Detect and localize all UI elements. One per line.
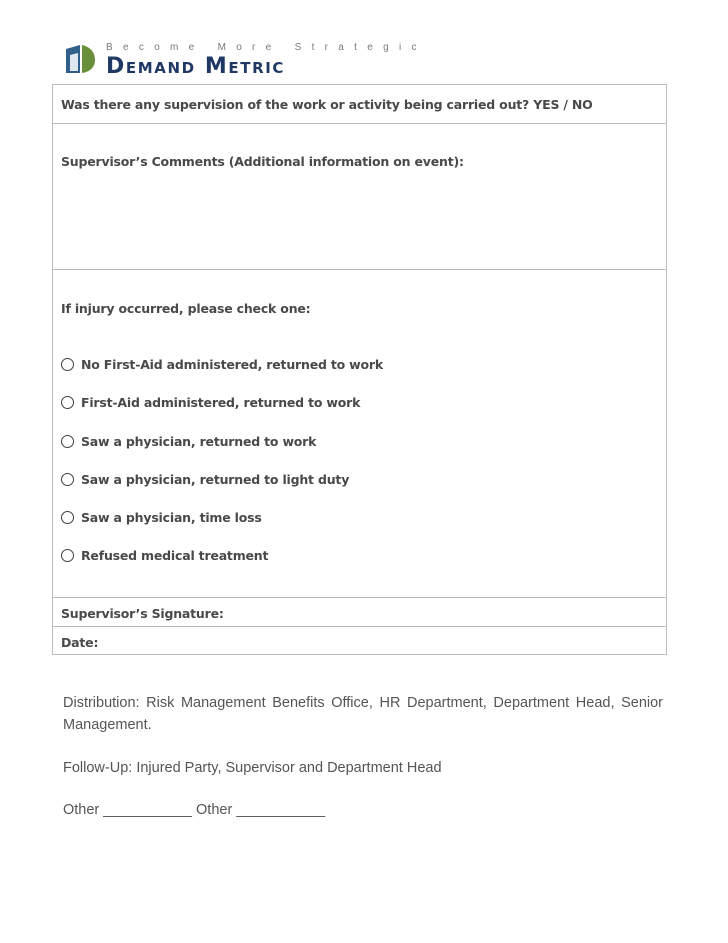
radio-button-icon[interactable] — [61, 473, 74, 486]
signature-row[interactable] — [53, 598, 666, 627]
supervision-row — [53, 85, 666, 124]
date-row[interactable] — [53, 627, 666, 655]
radio-button-icon[interactable] — [61, 511, 74, 524]
signature-label: Supervisor’s Signature: — [61, 606, 224, 621]
distribution-note: Distribution: Risk Management Benefits Office, HR Department, Department Head, Senior Management. — [63, 695, 663, 733]
radio-button-icon[interactable] — [61, 358, 74, 371]
injury-option-label: No First-Aid administered, returned to work — [81, 357, 383, 372]
injury-option-label: Saw a physician, returned to work — [81, 434, 317, 449]
incident-form — [52, 84, 667, 655]
supervision-question: Was there any supervision of the work or activity being carried out? YES / NO — [61, 97, 593, 112]
injury-option-label: Refused medical treatment — [81, 548, 269, 563]
follow-up-note: Follow-Up: Injured Party, Supervisor and Department Head — [63, 760, 442, 776]
supervisor-comments-label: Supervisor’s Comments (Additional information on event): — [61, 154, 464, 169]
brand-tagline: Become More Strategic — [106, 42, 427, 53]
injury-option-label: Saw a physician, time loss — [81, 510, 262, 525]
injury-row — [53, 270, 666, 598]
date-label: Date: — [61, 635, 99, 650]
radio-button-icon[interactable] — [61, 396, 74, 409]
supervisor-comments-row[interactable] — [53, 124, 666, 270]
demand-metric-logo — [64, 40, 427, 80]
demand-metric-logo-icon — [64, 43, 96, 75]
injury-option-label: Saw a physician, returned to light duty — [81, 472, 350, 487]
brand-name: Demand Metric — [106, 54, 286, 79]
radio-button-icon[interactable] — [61, 549, 74, 562]
injury-label: If injury occurred, please check one: — [61, 301, 311, 316]
injury-option-label: First-Aid administered, returned to work — [81, 395, 361, 410]
other-note: Other ___________ Other ___________ — [63, 802, 326, 818]
radio-button-icon[interactable] — [61, 435, 74, 448]
